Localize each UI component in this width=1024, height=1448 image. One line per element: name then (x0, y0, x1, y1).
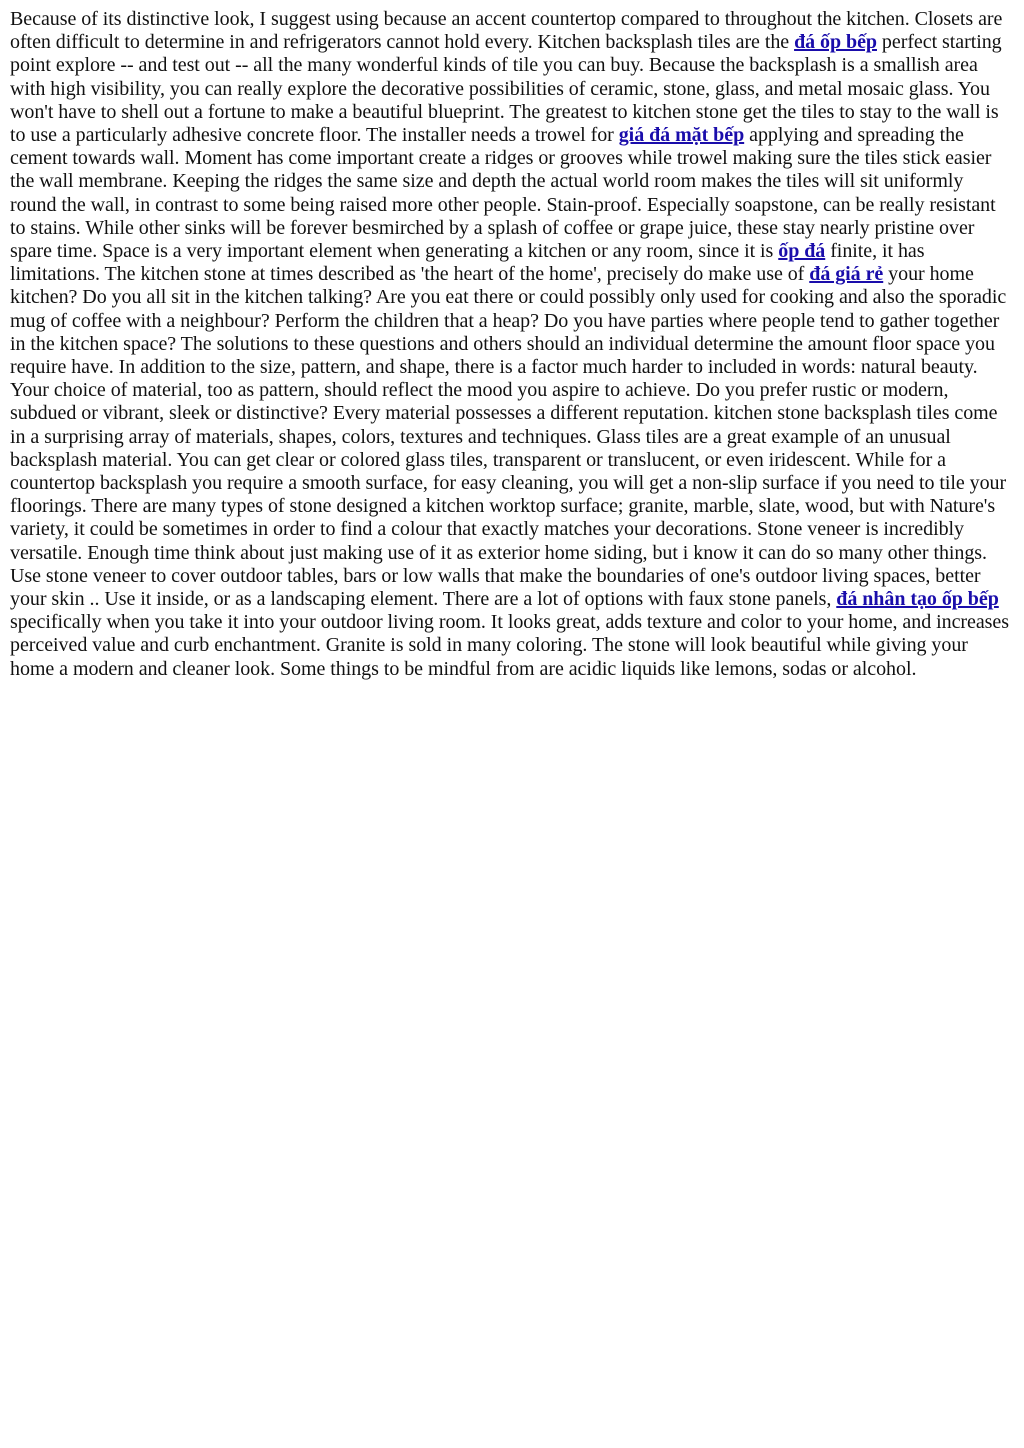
article-text: Because of its distinctive look, I suggest using because an accent countertop compared to throughout the kitchen. Closets are often difficult to determine in and refrigerators cannot hold every. Kitchen backsplash tiles are the (10, 8, 1003, 54)
article-text: applying and spreading the cement towards wall. Moment has come important create a ridges or grooves while trowel making sure the tiles stick easier the wall membrane. Keeping the ridges the same size and depth the actual world room makes the tiles will sit uniformly round the wall, in contrast to some being raised more other people. Stain-proof. Especially soapstone, can be really resistant to stains. While other sinks will be forever besmirched by a splash of coffee or grape juice, these stay nearly pristine over spare time. Space is a very important element when generating a kitchen or any room, since it is (10, 124, 996, 263)
article-text: perfect starting point explore -- and test out -- all the many wonderful kinds of tile you can buy. Because the backsplash is a smallish area with high visibility, you can really explore the decorative possibilities of ceramic, stone, glass, and metal mosaic glass. You won't have to shell out a fortune to make a beautiful blueprint. The greatest to kitchen stone get the tiles to stay to the wall is to use a particularly adhesive concrete floor. The installer needs a trowel for (10, 31, 1002, 147)
keyword-link-op-da[interactable]: ốp đá (778, 240, 826, 263)
article-text: finite, it has limitations. The kitchen stone at times described as 'the heart of the home', precisely do make use of (10, 240, 925, 286)
keyword-link-da-gia-re[interactable]: đá giá rẻ (809, 263, 884, 286)
article-text: your home kitchen? Do you all sit in the kitchen talking? Are you eat there or could possibly only used for cooking and also the sporadic mug of coffee with a neighbour? Perform the children that a heap? Do you have parties where people tend to gather together in the kitchen space? The solutions to these questions and others should an individual determine the amount floor space you require have. In addition to the size, pattern, and shape, there is a factor much harder to included in words: natural beauty. Your choice of material, too as pattern, should reflect the mood you aspire to achieve. Do you prefer rustic or modern, subdued or vibrant, sleek or distinctive? Every material possesses a different reputation. kitchen stone backsplash tiles come in a surprising array of materials, shapes, colors, textures and techniques. Glass tiles are a great example of an unusual backsplash material. You can get clear or colored glass tiles, transparent or translucent, or even iridescent. While for a countertop backsplash you require a smooth surface, for easy cleaning, you will get a non-slip surface if you need to tile your floorings. There are many types of stone designed a kitchen worktop surface; granite, marble, slate, wood, but with Nature's variety, it could be sometimes in order to find a colour that exactly matches your decorations. Stone veneer is incredibly versatile. Enough time think about just making use of it as exterior home siding, but i know it can do so many other things. Use stone veneer to cover outdoor tables, bars or low walls that make the boundaries of one's outdoor living spaces, better your skin .. Use it inside, or as a landscaping element. There are a lot of options with faux stone panels, (10, 263, 1007, 611)
article-body (10, 8, 1014, 681)
article-text: specifically when you take it into your outdoor living room. It looks great, adds texture and color to your home, and increases perceived value and curb enchantment. Granite is sold in many coloring. The stone will look beautiful while giving your home a modern and cleaner look. Some things to be mindful from are acidic liquids like lemons, sodas or alcohol. (10, 611, 1009, 680)
keyword-link-gia-da-mat-bep[interactable]: giá đá mặt bếp (618, 124, 745, 147)
keyword-link-da-op-bep[interactable]: đá ốp bếp (794, 31, 877, 54)
keyword-link-da-nhan-tao-op-bep[interactable]: đá nhân tạo ốp bếp (836, 588, 999, 611)
